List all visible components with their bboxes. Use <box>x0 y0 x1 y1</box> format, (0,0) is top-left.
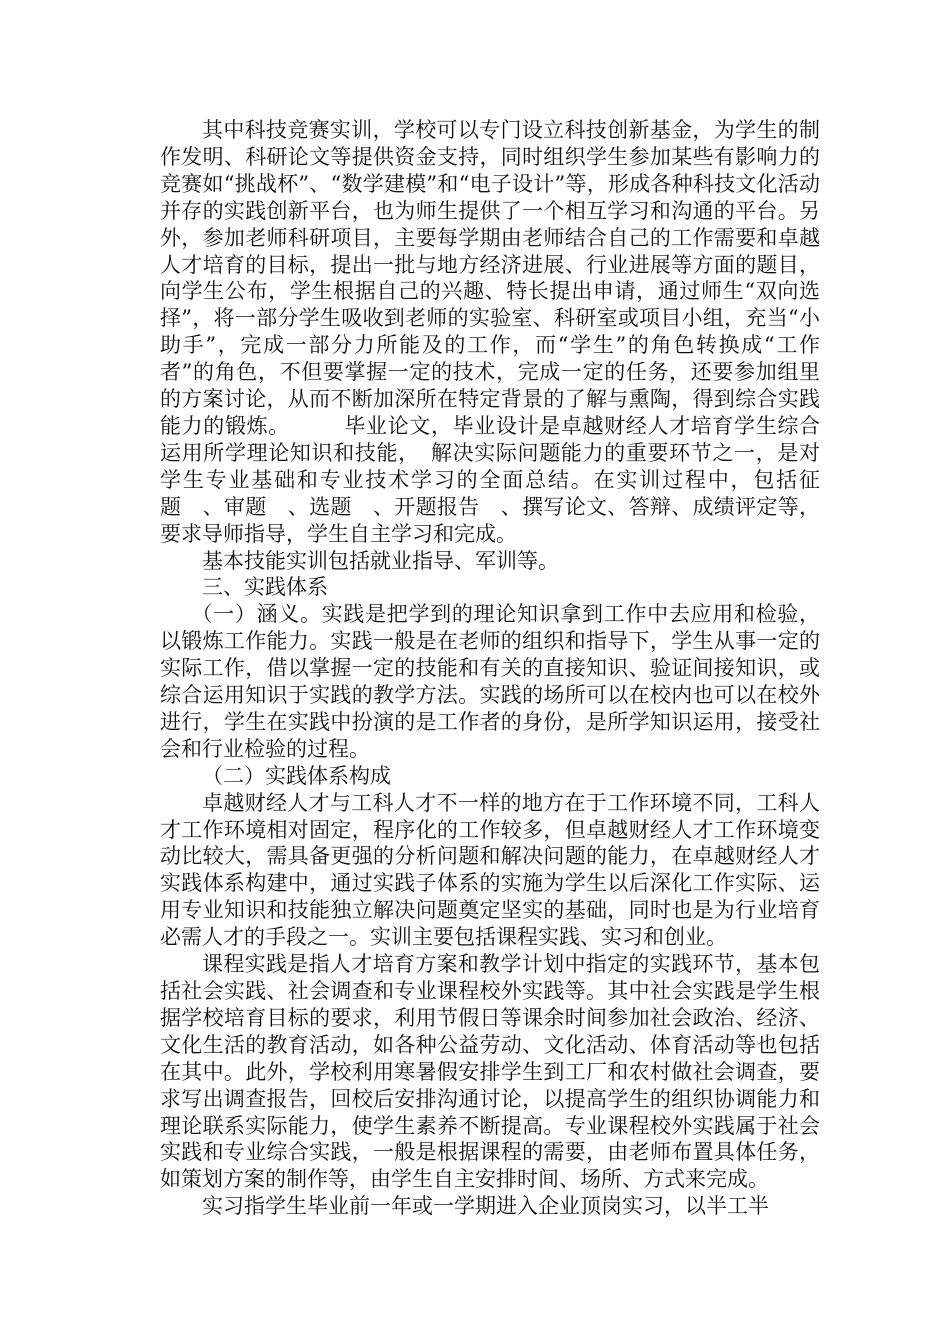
paragraph-basic-skills: 基本技能实训包括就业指导、军训等。 <box>202 548 559 573</box>
section-heading-practice-system: 三、实践体系 <box>202 575 328 600</box>
paragraph-course-practice: 课程实践是指人才培育方案和教学计划中指定的实践环节，基本包括社会实践、社会调查和专业课程校外实践等。其中社会实践是学生根据学校培育目标的要求，利用节假日等课余时间参加社会政治、经济、文化生活的教育活动，如各种公益劳动、文化活动、体育活动等也包括在其中。此外，学校利用寒暑假安排学生到工厂和农村做社会调查，要求写出调查报告，回校后安排沟通讨论，以提高学生的组织协调能力和理论联系实际能力，使学生素养不断提高。专业课程校外实践属于社会实践和专业综合实践，一般是根据课程的需要，由老师布置具体任务，如策划方案的制作等，由学生自主安排时间、场所、方式来完成。 <box>160 952 820 1192</box>
paragraph-finance-vs-engineering: 卓越财经人才与工科人才不一样的地方在于工作环境不同，工科人才工作环境相对固定，程序化的工作较多，但卓越财经人才工作环境变动比较大，需具备更强的分析问题和解决问题的能力，在卓越财经人才实践体系构建中，通过实践子体系的实施为学生以后深化工作实际、运用专业知识和技能独立解决问题奠定坚实的基础，同时也是为行业培育必需人才的手段之一。实训主要包括课程实践、实习和创业。 <box>160 790 820 950</box>
subheading-system-structure: （二）实践体系构成 <box>202 763 391 788</box>
document-page <box>160 117 820 1220</box>
paragraph-competition-training: 其中科技竞赛实训，学校可以专门设立科技创新基金，为学生的制作发明、科研论文等提供资金支持，同时组织学生参加某些有影响力的竞赛如“挑战杯”、“数学建模”和“电子设计”等，形成各种科技文化活动并存的实践创新平台，也为师生提供了一个相互学习和沟通的平台。另外，参加老师科研项目，主要每学期由老师结合自己的工作需要和卓越人才培育的目标，提出一批与地方经济进展、行业进展等方面的题目，向学生公布，学生根据自己的兴趣、特长提出申请，通过师生“双向选择”，将一部分学生吸收到老师的实验室、科研室或项目小组，充当“小助手”，完成一部分力所能及的工作，而“学生”的角色转换成“工作者”的角色，不但要掌握一定的技术，完成一定的任务，还要参加组里的方案讨论，从而不断加深所在特定背景的了解与熏陶，得到综合实践能力的锻炼。 毕业论文，毕业设计是卓越财经人才培育学生综合运用所学理论知识和技能， 解决实际问题能力的重要环节之一，是对学生专业基础和专业技术学习的全面总结。在实训过程中，包括征题 、审题 、选题 、开题报告 、撰写论文、答辩、成绩评定等，要求导师指导，学生自主学习和完成。 <box>160 118 820 546</box>
paragraph-internship: 实习指学生毕业前一年或一学期进入企业顶岗实习，以半工半 <box>202 1194 769 1219</box>
paragraph-definition: （一）涵义。实践是把学到的理论知识拿到工作中去应用和检验，以锻炼工作能力。实践一般是在老师的组织和指导下，学生从事一定的实际工作，借以掌握一定的技能和有关的直接知识、验证间接知识，或综合运用知识于实践的教学方法。实践的场所可以在校内也可以在校外进行，学生在实践中扮演的是工作者的身份，是所学知识运用，接受社会和行业检验的过程。 <box>160 602 820 761</box>
